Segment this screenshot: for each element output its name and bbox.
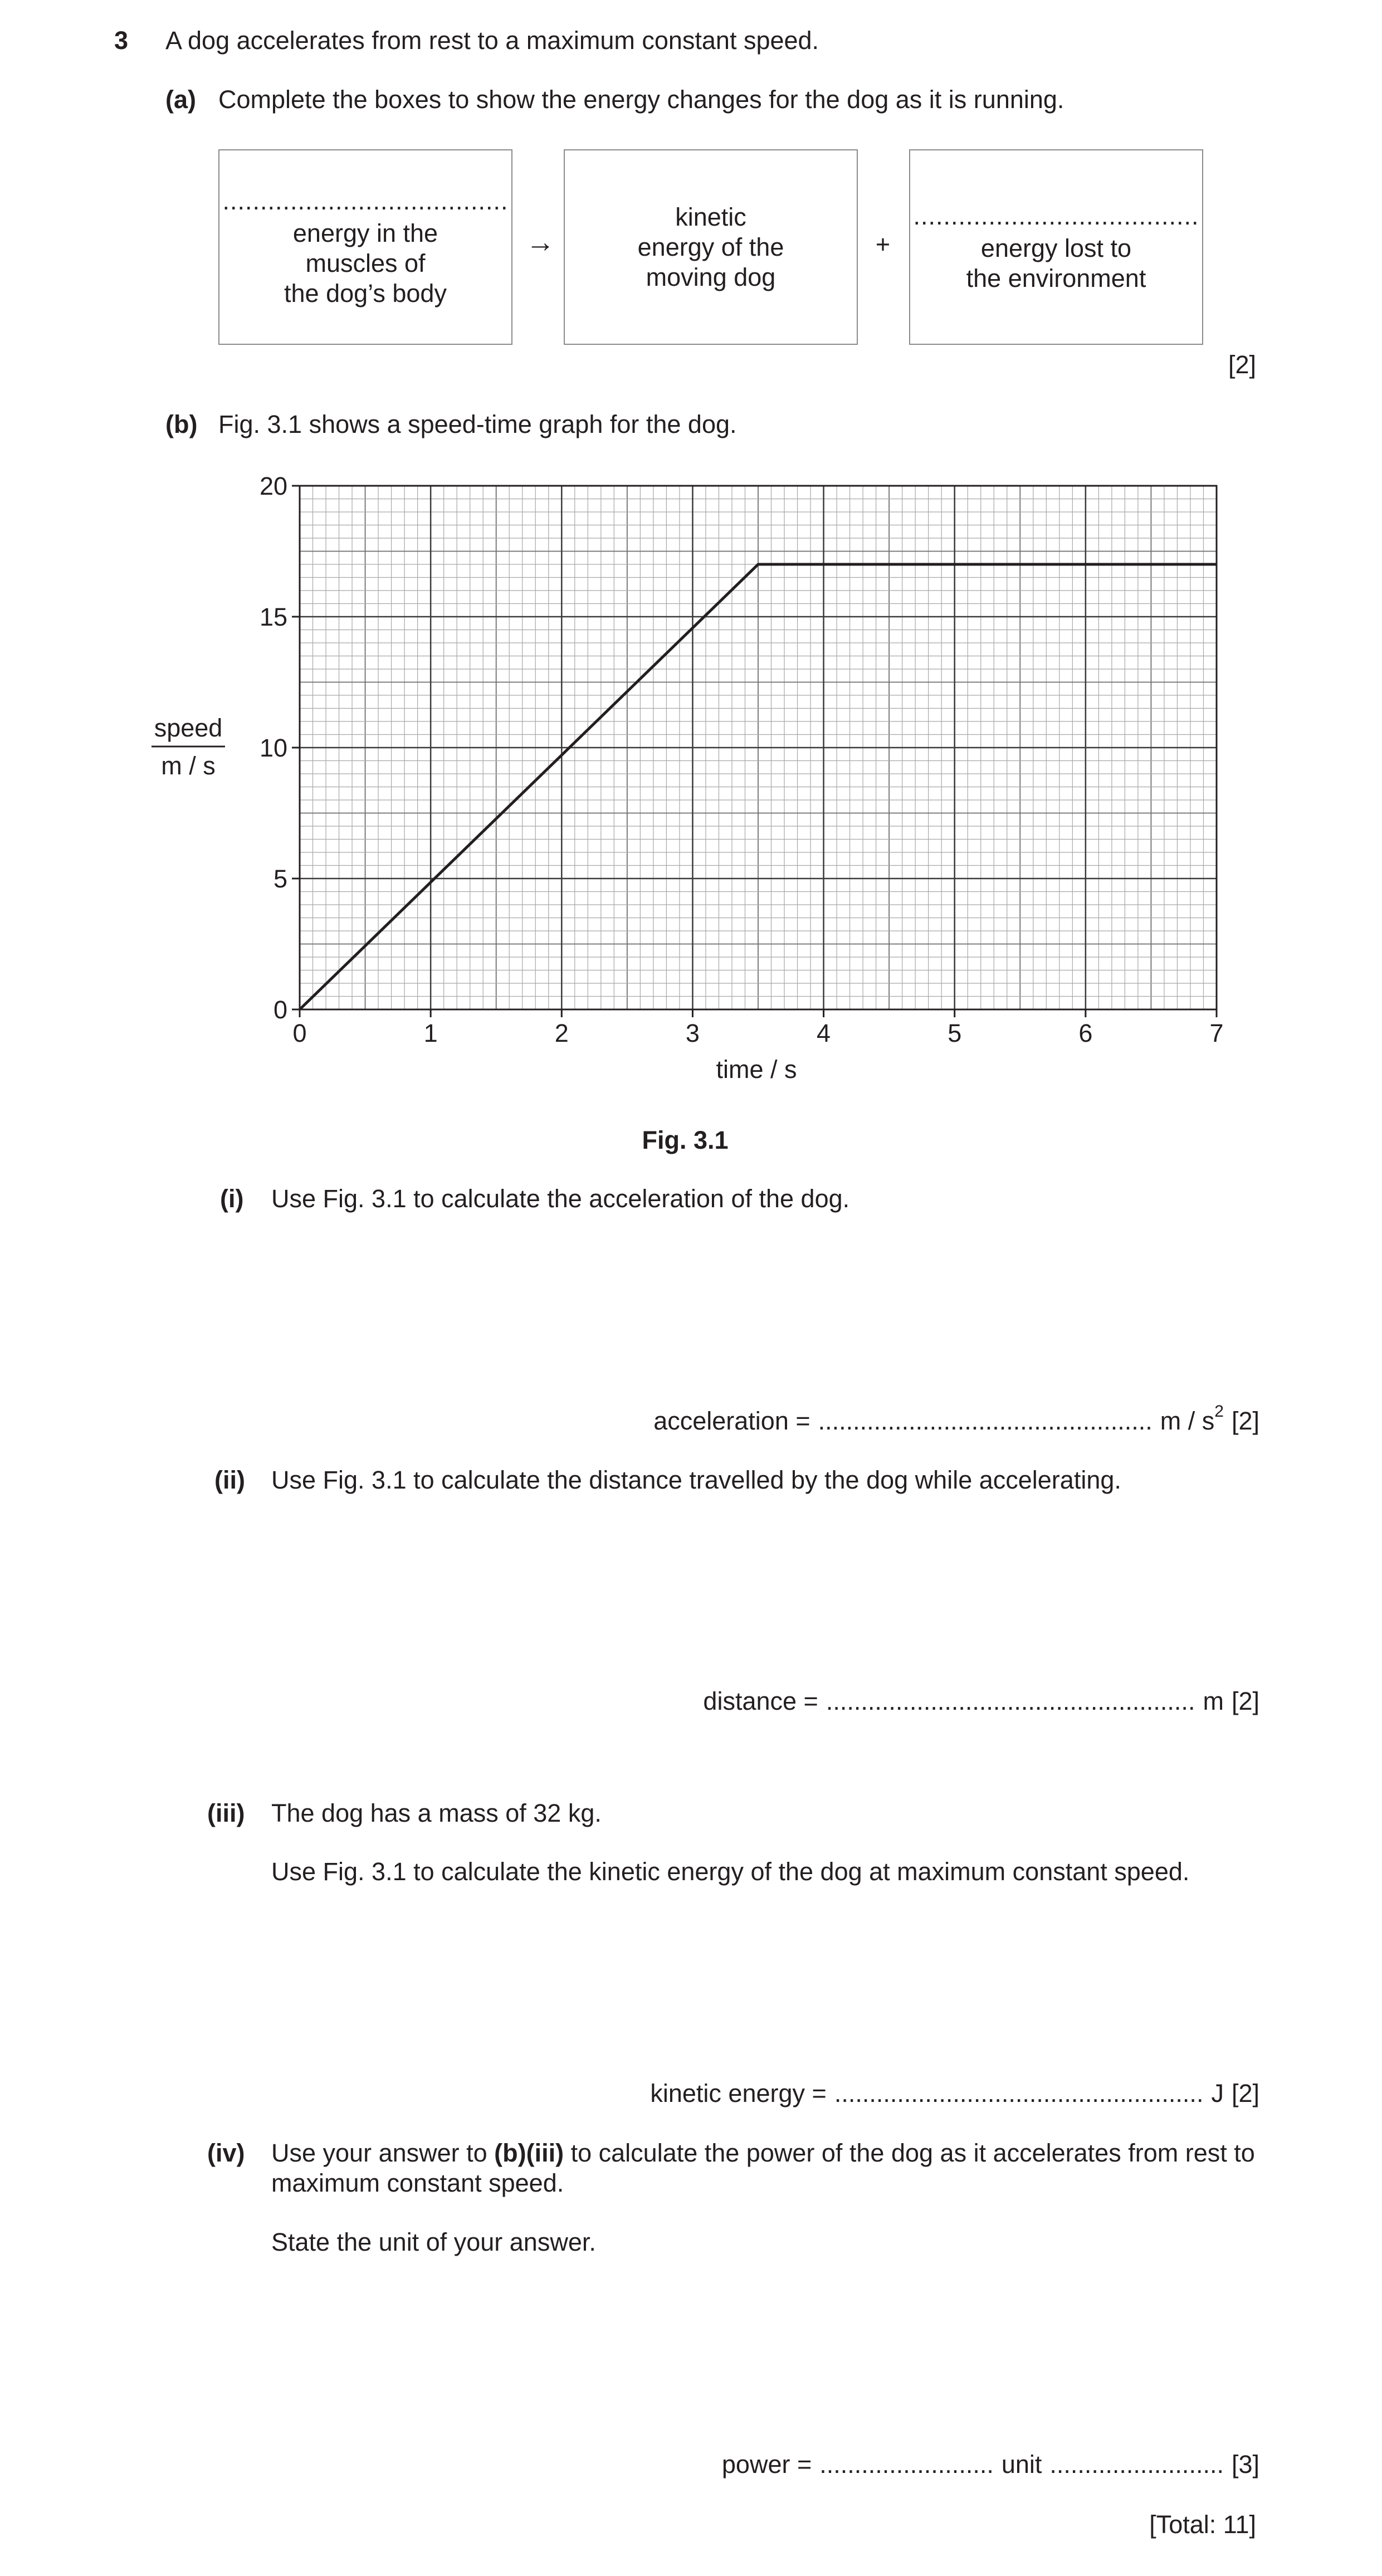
box-line: muscles of [305,248,426,277]
answer-line-kinetic-energy [642,2079,1259,2108]
answer-label: acceleration = [653,1407,810,1435]
answer-label: kinetic energy = [650,2079,827,2107]
unit: m / $s^2$ [1160,1402,1224,1435]
x-tick-label: 6 [1078,1019,1093,1047]
sub-i-text: Use Fig. 3.1 to calculate the acceleration of the dog. [271,1184,850,1213]
sub-iv-label: (iv) [207,2139,245,2167]
part-a-label: (a) [165,85,196,114]
x-tick-label: 7 [1209,1019,1224,1047]
sub-ii-label: (ii) [214,1466,245,1494]
sub-ii-text: Use Fig. 3.1 to calculate the distance travelled by the dog while accelerating. [271,1466,1121,1494]
unit: J [1211,2079,1224,2107]
total-marks: [Total: 11] [1149,2510,1256,2539]
part-b-text: Fig. 3.1 shows a speed-time graph for the dog. [218,410,737,438]
sub-iii-label: (iii) [207,1799,245,1827]
y-tick-label: 0 [273,996,287,1024]
sub-iv-text: Use your answer to (b)(iii) to calculate the power of the dog as it accelerates from rest to [271,2139,1255,2167]
answer-blank[interactable]: ......................... [819,2450,994,2479]
x-tick-label: 2 [554,1019,569,1047]
y-tick-label: 10 [259,734,287,762]
unit-label: unit [1001,2450,1042,2479]
answer-blank[interactable]: ..................................................... [834,2079,1204,2107]
plus-sign: + [875,230,891,258]
answer-blank[interactable]: ...................................... [222,186,509,215]
y-axis-label-unit: m / s [161,752,216,780]
sub-iv-text-3: State the unit of your answer. [271,2228,596,2256]
y-tick-label: 20 [259,472,287,500]
y-axis-label-speed: speed [154,714,223,742]
unit-blank[interactable]: ......................... [1049,2450,1224,2479]
box-line: the dog’s body [284,279,447,308]
y-tick-label: 5 [273,865,287,893]
box-line: the environment [966,264,1146,292]
x-tick-label: 1 [423,1019,438,1047]
marks: [2] [1231,1687,1259,1715]
y-tick-label: 15 [259,603,287,631]
box-line: energy lost to [980,233,1132,262]
part-a-text: Complete the boxes to show the energy changes for the dog as it is running. [218,85,1064,114]
box-line: moving dog [646,262,776,291]
sub-iii-text-2: Use Fig. 3.1 to calculate the kinetic energy of the dog at maximum constant speed. [271,1857,1190,1886]
marks: [3] [1231,2450,1259,2479]
box-line: energy in the [292,218,438,247]
marks-a: [2] [1228,350,1256,379]
figure-caption: Fig. 3.1 [642,1126,729,1154]
answer-line-distance [695,1687,1259,1716]
sub-iv-text-line-2: maximum constant speed. [271,2169,564,2197]
answer-blank[interactable]: ..................................................... [826,1687,1195,1715]
question-number: 3 [114,26,129,55]
question-stem: A dog accelerates from rest to a maximum constant speed. [165,26,819,55]
x-tick-label: 4 [817,1019,831,1047]
answer-blank[interactable]: ...................................... [913,201,1199,230]
answer-line-acceleration [646,1402,1259,1436]
arrow-icon: → [526,226,555,258]
answer-blank[interactable]: ................................................ [818,1407,1153,1435]
x-tick-label: 3 [685,1019,700,1047]
answer-line-power [714,2450,1259,2479]
box-line: energy of the [637,232,784,261]
marks: [2] [1231,2079,1259,2107]
speed-time-graph [0,0,1382,1114]
answer-label: distance = [703,1687,818,1715]
sub-iii-text-1: The dog has a mass of 32 kg. [271,1799,602,1827]
x-tick-label: 0 [292,1019,307,1047]
x-tick-label: 5 [948,1019,962,1047]
answer-label: power = [721,2450,812,2479]
unit: m [1203,1687,1224,1715]
x-axis-label: time / s [716,1055,797,1084]
box-line: kinetic [675,202,746,231]
marks: [2] [1231,1407,1259,1435]
sub-i-label: (i) [220,1184,244,1213]
part-b-label: (b) [165,410,198,438]
